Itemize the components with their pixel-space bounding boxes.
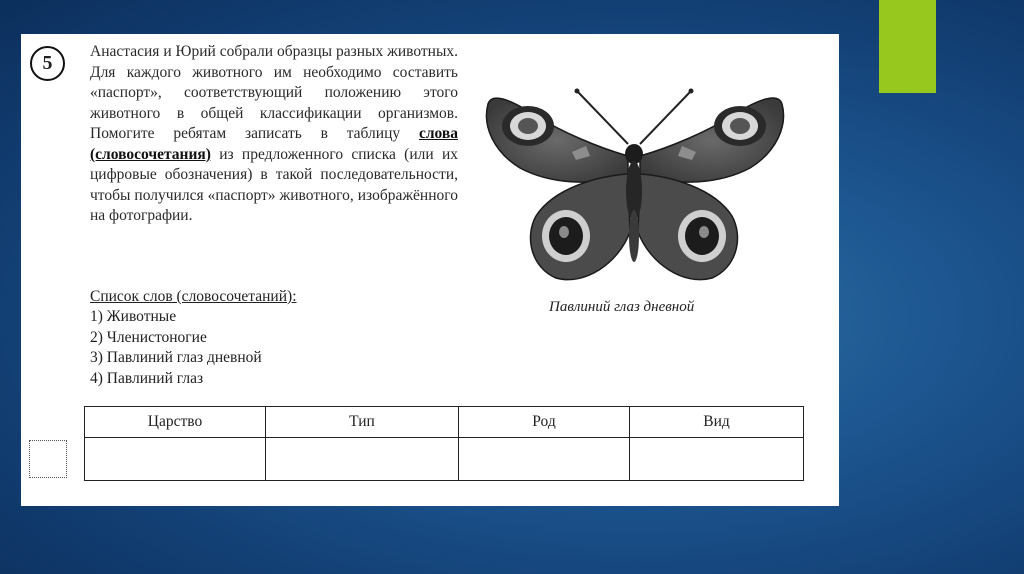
answer-score-box[interactable]	[29, 440, 67, 478]
task-text	[90, 42, 458, 227]
answer-cell-phylum[interactable]	[266, 438, 459, 481]
table-header-kingdom: Царство	[85, 407, 266, 438]
answer-table	[84, 406, 804, 481]
table-header-genus: Род	[459, 407, 630, 438]
list-item: 3) Павлиний глаз дневной	[90, 349, 262, 366]
task-text-part-1: Анастасия и Юрий собрали образцы разных животных. Для каждого животного им необходимо составить «паспорт», соответствующий положению этого животного в общей классификации организмов. Помогите ребятам записать в таблицу	[90, 43, 458, 142]
photo-caption: Павлиний глаз дневной	[549, 299, 695, 315]
task-text-emphasis: слова (словосочетания)	[90, 125, 458, 163]
task-sheet	[21, 34, 839, 506]
table-header-phylum: Тип	[266, 407, 459, 438]
word-list	[90, 307, 262, 389]
list-item: 4) Павлиний глаз	[90, 369, 204, 387]
list-item: 2) Членистоногие	[90, 328, 207, 346]
table-header-species: Вид	[630, 407, 804, 438]
answer-cell-genus[interactable]	[459, 438, 630, 481]
answer-cell-species[interactable]	[630, 438, 804, 481]
table-row	[85, 438, 804, 481]
peacock-butterfly-photo	[480, 56, 790, 284]
green-accent-bar	[879, 0, 936, 93]
list-item: 1) Животные	[90, 308, 177, 325]
task-number-badge: 5	[30, 46, 65, 81]
task-text-part-2: из предложенного списка (или их цифровые обозначения) в такой последовательности, чтобы получился «паспорт» животного, изображённого на фотографии.	[90, 145, 458, 224]
answer-cell-kingdom[interactable]	[85, 438, 266, 481]
word-list-title: Список слов (словосочетаний):	[90, 288, 297, 305]
